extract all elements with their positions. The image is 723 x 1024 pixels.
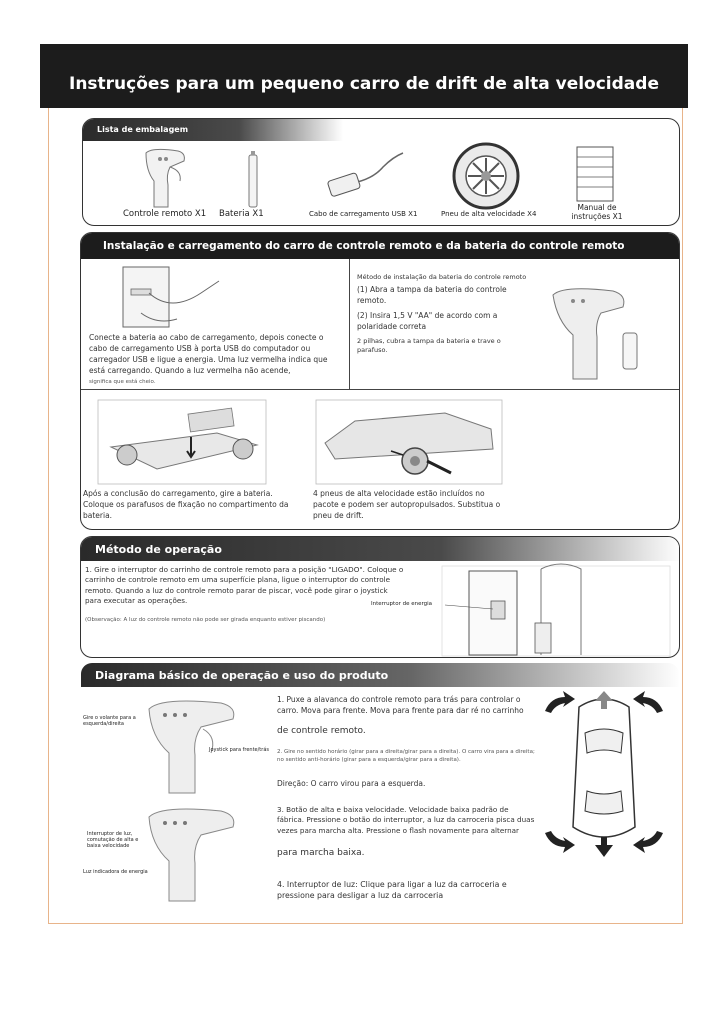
arrow-downleft-icon [545,831,575,853]
tire-image [451,141,521,211]
remote-image [138,145,198,210]
step-1: 1. Puxe a alavanca do controle remoto para trás para controlar o carro. Mova para frente. Mova para frente para dar ré no carrinho [277,695,524,715]
after-charge-text: Após a conclusão do carregamento, gire a bateria. Coloque os parafusos de fixação no compartimento da bateria. [83,489,289,520]
label-indicator: Luz indicadora de energia [83,869,148,875]
arrow-down-icon [595,837,613,857]
operation-note: (Observação: A luz do controle remoto não pode ser girada enquanto estiver piscando) [85,617,326,623]
label-switch: Interruptor de luz, comutação de alta e baixa velocidade [87,831,139,849]
car-body-image [315,399,503,485]
packing-item-cable: Cabo de carregamento USB X1 [309,210,418,218]
install-section [80,232,680,530]
install-title: Instalação e carregamento do carro de controle remoto e da bateria do controle remoto [81,233,680,259]
arrow-upleft-icon [545,691,575,713]
operation-text: 1. Gire o interruptor do carrinho de controle remoto para a posição "LIGADO". Coloque o carrinho de controle remoto em uma superfície plana, ligue o interruptor do controle remoto. Quando a luz do controle remoto parar de piscar, você pode girar o joystick para executar as operações. [85,565,404,606]
power-switch-image [441,565,671,657]
car-chassis-image [97,399,267,485]
step-4: 4. Interruptor de luz: Clique para ligar a luz da carroceria e pressione para desligar a luz da carroceria [277,880,507,901]
method-title: Método de instalação da bateria do controle remoto [357,273,527,281]
page-title: Instruções para um pequeno carro de drift de alta velocidade [69,74,659,94]
remote-battery-image [543,283,653,383]
remote-diagram-2 [141,803,251,903]
packing-section [82,118,680,226]
car-top-view [539,687,669,857]
manual-image [575,145,615,203]
charge-text-small: significa que está cheio. [89,379,156,385]
diagram-title: Diagrama básico de operação e uso do produto [81,663,680,687]
diagram-section [80,662,680,912]
packing-item-tire: Pneu de alta velocidade X4 [441,210,537,218]
divider-vertical [349,259,350,389]
step-2-b: Direção: O carro virou para a esquerda. [277,779,426,788]
step-1-big: de controle remoto. [277,726,366,736]
arrow-upright-icon [633,691,663,713]
arrow-downright-icon [633,831,663,853]
divider-horizontal [81,389,680,390]
packing-item-battery: Bateria X1 [219,209,264,219]
step-3: 3. Botão de alta e baixa velocidade. Velocidade baixa padrão de fábrica. Pressione o botão do interruptor, a luz da carroceria pisca duas vezes para marcha alta. Pressione o flash novamente para alternar [277,805,535,835]
packing-item-remote: Controle remoto X1 [123,209,207,219]
remote-diagram-1 [141,695,251,795]
method-step-1: (1) Abra a tampa da bateria do controle remoto. [357,285,507,305]
step-3-big: para marcha baixa. [277,848,365,858]
charge-text: Conecte a bateria ao cabo de carregamento, depois conecte o cabo de carregamento USB à porta USB do computador ou carregador USB e ligue a energia. Uma luz vermelha indica que está carregando. Quando a luz vermelha não acende, [89,333,328,375]
charging-image [101,263,231,333]
operation-title: Método de operação [81,537,680,561]
label-joystick: Joystick para frente/trás [209,747,269,753]
operation-section [80,536,680,658]
battery-image [243,149,263,211]
header [40,44,688,108]
step-2: 2. Gire no sentido horário (girar para a direita/girar para a direita). O carro vira para a direita; no sentido anti-horário (girar para a esquerda/girar para a direita). [277,749,535,763]
tires-text: 4 pneus de alta velocidade estão incluídos no pacote e podem ser autopropulsados. Substitua o pneu de drift. [313,489,501,520]
power-switch-label: Interruptor de energia [371,601,433,607]
packing-title: Lista de embalagem [83,119,343,141]
method-step-2: (2) Insira 1,5 V "AA" de acordo com a polaridade correta [357,311,498,331]
method-step-3: 2 pilhas, cubra a tampa da bateria e trave o parafuso. [357,337,501,355]
label-wheel: Gire o volante para a esquerda/direita [83,715,136,727]
packing-item-manual: Manual de instruções X1 [571,203,623,221]
usb-cable-image [323,149,413,209]
